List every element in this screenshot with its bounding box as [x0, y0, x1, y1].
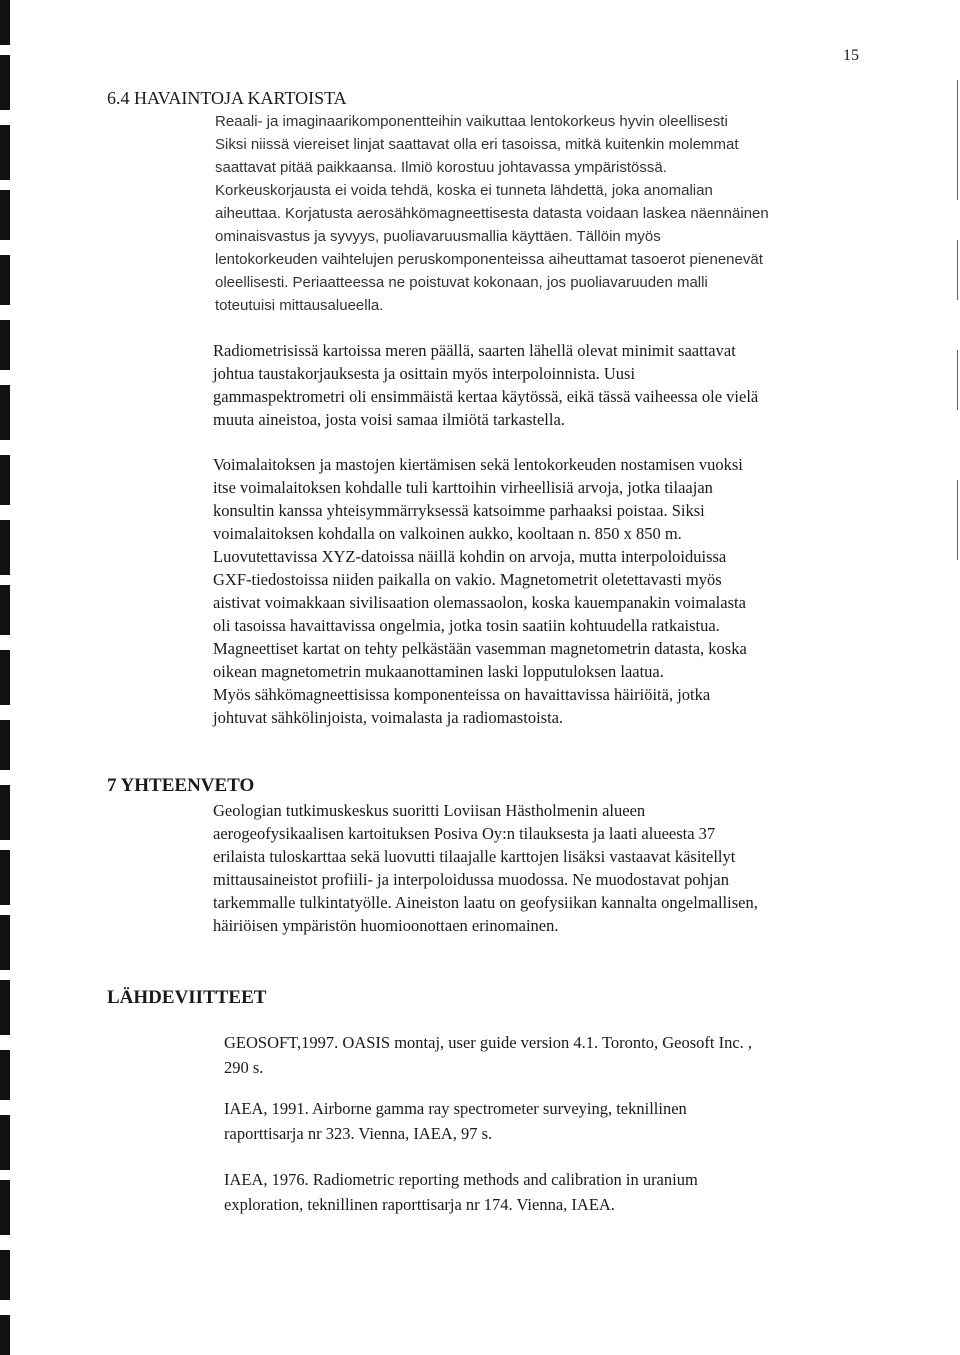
text-line: tarkemmalle tulkintatyölle. Aineiston laatu on geofysiikan kannalta ongelmallisen,	[213, 893, 758, 912]
text-line: aistivat voimakkaan sivilisaation olemassaolon, koska kauempanakin voimalasta	[213, 593, 746, 612]
text-line: gammaspektrometri oli ensimmäistä kertaa käytössä, eikä tässä vaiheessa ole vielä	[213, 387, 759, 406]
binding-mark	[0, 785, 10, 840]
text-line: Luovutettavissa XYZ-datoissa näillä kohdin on arvoja, mutta interpoloiduissa	[213, 547, 727, 566]
text-line: oikean magnetometrin mukaanottaminen laski lopputuloksen laatua.	[213, 662, 664, 681]
text-line: Korkeuskorjausta ei voida tehdä, koska ei tunneta lähdettä, joka anomalian	[215, 182, 713, 199]
binding-mark	[0, 255, 10, 305]
text-line: Magneettiset kartat on tehty pelkästään vasemman magnetometrin datasta, koska	[213, 639, 747, 658]
scan-edge-line	[957, 480, 958, 560]
text-line: Reaali- ja imaginaarikomponentteihin vaikuttaa lentokorkeus hyvin oleellisesti	[215, 113, 728, 130]
text-line: GEOSOFT,1997. OASIS montaj, user guide version 4.1. Toronto, Geosoft Inc. ,	[224, 1033, 753, 1052]
text-line: itse voimalaitoksen kohdalle tuli karttoihin virheellisiä arvoja, jotka tilaajan	[213, 478, 713, 497]
binding-mark	[0, 190, 10, 240]
text-line: raporttisarja nr 323. Vienna, IAEA, 97 s.	[224, 1124, 493, 1143]
text-line: exploration, teknillinen raporttisarja nr 174. Vienna, IAEA.	[224, 1195, 615, 1214]
text-line: erilaista tuloskarttaa sekä luovutti tilaajalle karttojen lisäksi vastaavat käsitellyt	[213, 847, 736, 866]
text-line: aerogeofysikaalisen kartoituksen Posiva Oy:n tilauksesta ja laati alueesta 37	[213, 824, 716, 843]
text-line: oli tasoissa havaittavissa ongelmia, jotka tosin saatiin kohtuudella ratkaistua.	[213, 616, 720, 635]
section-heading-yhteenveto: 7 YHTEENVETO	[107, 775, 255, 796]
scan-edge-line	[957, 350, 958, 410]
binding-mark	[0, 520, 10, 575]
text-line: GXF-tiedostoissa niiden paikalla on vakio. Magnetometrit oletettavasti myös	[213, 570, 722, 589]
binding-mark	[0, 55, 10, 110]
text-line: johtua taustakorjauksesta ja osittain myös interpoloinnista. Uusi	[213, 364, 636, 383]
paragraph-radiometriset	[213, 339, 758, 431]
binding-mark	[0, 0, 10, 45]
binding-mark	[0, 1115, 10, 1170]
section-heading-havaintoja: 6.4 HAVAINTOJA KARTOISTA	[107, 88, 347, 108]
binding-mark	[0, 850, 10, 905]
binding-mark	[0, 650, 10, 705]
text-line: Voimalaitoksen ja mastojen kiertämisen sekä lentokorkeuden nostamisen vuoksi	[213, 455, 743, 474]
scan-edge-line	[957, 80, 958, 200]
text-line: IAEA, 1991. Airborne gamma ray spectrometer surveying, teknillinen	[224, 1099, 687, 1118]
paragraph-yhteenveto	[213, 799, 758, 937]
binding-mark	[0, 585, 10, 635]
text-line: johtuvat sähkölinjoista, voimalasta ja radiomastoista.	[213, 708, 564, 727]
text-line: toteutuisi mittausalueella.	[215, 297, 384, 314]
binding-mark	[0, 385, 10, 440]
text-line: Myös sähkömagneettisissa komponenteissa on havaittavissa häiriöitä, jotka	[213, 685, 711, 704]
binding-mark	[0, 125, 10, 180]
text-line: muuta aineistoa, josta voisi samaa ilmiötä tarkastella.	[213, 410, 565, 429]
reference-item	[224, 1167, 698, 1217]
scan-edge-line	[957, 240, 958, 300]
paragraph-lentokorkeus	[215, 110, 769, 317]
paragraph-voimalaitos	[213, 453, 747, 729]
text-line: konsultin kanssa yhteisymmärryksessä katsoimme parhaaksi poistaa. Siksi	[213, 501, 705, 520]
binding-mark	[0, 1050, 10, 1100]
reference-item	[224, 1030, 752, 1080]
text-line: ominaisvastus ja syvyys, puoliavaruusmallia käyttäen. Tällöin myös	[215, 228, 661, 245]
binding-mark	[0, 1250, 10, 1300]
binding-mark	[0, 320, 10, 370]
binding-mark	[0, 1180, 10, 1235]
section-heading-lahdeviitteet: LÄHDEVIITTEET	[107, 987, 267, 1008]
text-line: häiriöisen ympäristön huomioonottaen erinomainen.	[213, 916, 559, 935]
binding-mark	[0, 980, 10, 1035]
binding-mark	[0, 455, 10, 505]
text-line: oleellisesti. Periaatteessa ne poistuvat kokonaan, jos puoliavaruuden malli	[215, 274, 708, 291]
reference-item	[224, 1096, 687, 1146]
text-line: Geologian tutkimuskeskus suoritti Loviisan Hästholmenin alueen	[213, 801, 646, 820]
text-line: IAEA, 1976. Radiometric reporting methods and calibration in uranium	[224, 1170, 698, 1189]
text-line: aiheuttaa. Korjatusta aerosähkömagneettisesta datasta voidaan laskea näennäinen	[215, 205, 769, 222]
binding-mark	[0, 720, 10, 770]
text-line: Radiometrisissä kartoissa meren päällä, saarten lähellä olevat minimit saattavat	[213, 341, 736, 360]
text-line: lentokorkeuden vaihtelujen peruskomponenteissa aiheuttamat tasoerot pienenevät	[215, 251, 763, 268]
text-line: mittausaineistot profiili- ja interpoloidussa muodossa. Ne muodostavat pohjan	[213, 870, 730, 889]
text-line: saattavat pitää paikkaansa. Ilmiö korostuu johtavassa ympäristössä.	[215, 159, 667, 176]
binding-marks	[0, 0, 14, 1355]
binding-mark	[0, 1315, 10, 1355]
text-line: Siksi niissä viereiset linjat saattavat olla eri tasoissa, mitkä kuitenkin molemmat	[215, 136, 739, 153]
binding-mark	[0, 915, 10, 970]
page-number: 15	[843, 47, 859, 64]
text-line: voimalaitoksen kohdalla on valkoinen aukko, kooltaan n. 850 x 850 m.	[213, 524, 682, 543]
text-line: 290 s.	[224, 1058, 264, 1077]
